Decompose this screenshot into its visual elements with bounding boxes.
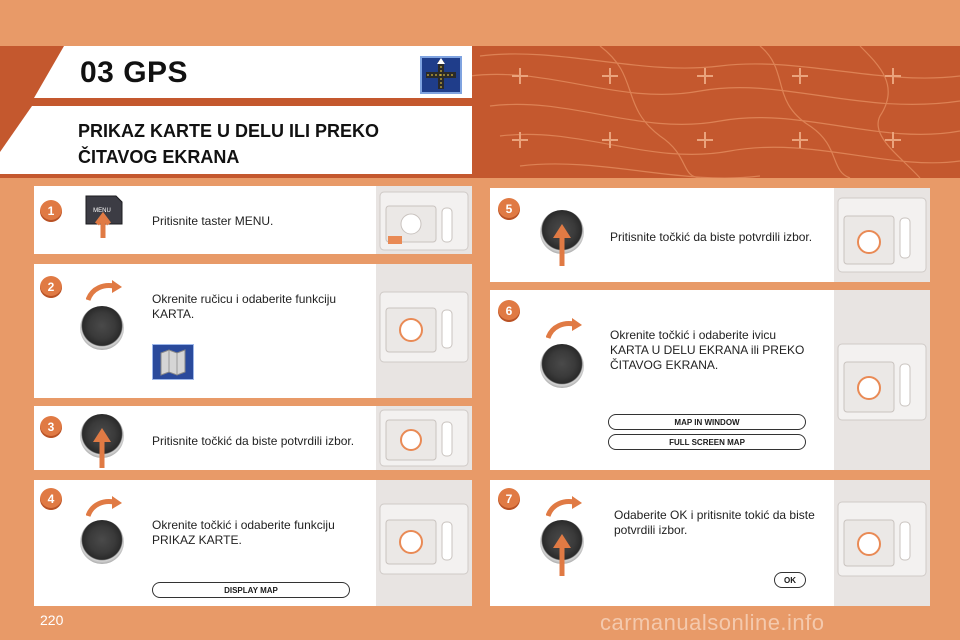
rotary-knob[interactable] <box>80 520 124 564</box>
full-screen-map-option[interactable]: FULL SCREEN MAP <box>608 434 806 450</box>
push-arrow-icon <box>92 426 112 473</box>
step-4-badge: 4 <box>40 488 62 510</box>
step-6-badge: 6 <box>498 300 520 322</box>
step-5-badge: 5 <box>498 198 520 220</box>
control-panel-image <box>834 290 930 470</box>
plus-marks <box>512 68 901 148</box>
step-3-text: Pritisnite točkić da biste potvrdili izbor. <box>152 434 355 448</box>
step-2-text: Okrenite ručicu i odaberite funkciju KARTA. <box>152 292 337 321</box>
map-in-window-option[interactable]: MAP IN WINDOW <box>608 414 806 430</box>
menu-button[interactable] <box>82 192 124 226</box>
page-number: 220 <box>40 612 64 628</box>
control-panel-image <box>376 406 472 470</box>
step-2-badge: 2 <box>40 276 62 298</box>
chapter-title: 03 GPS <box>80 56 189 89</box>
step-1-text: Pritisnite taster MENU. <box>152 214 274 228</box>
step-5-text: Pritisnite točkić da biste potvrdili izbor. <box>610 230 813 244</box>
rotary-knob[interactable] <box>540 344 584 388</box>
watermark: carmanualsonline.info <box>600 610 825 635</box>
menu-button-label: MENU <box>93 208 111 214</box>
step-7-text: Odaberite OK i pritisnite tokić da biste potvrdili izbor. <box>614 508 815 537</box>
push-arrow-icon <box>552 222 572 271</box>
section-title: PRIKAZ KARTE U DELU ILI PREKO ČITAVOG EKRANA <box>78 121 380 167</box>
map-icon <box>152 344 194 380</box>
rotate-arrow-icon <box>546 318 582 345</box>
step-4-text: Okrenite točkić i odaberite funkciju PRIKAZ KARTE. <box>152 518 335 547</box>
rotate-arrow-icon <box>86 496 122 523</box>
rotate-arrow-icon <box>86 280 122 307</box>
rotary-knob[interactable] <box>80 306 124 350</box>
push-arrow-icon <box>552 532 572 581</box>
control-panel-image <box>376 480 472 606</box>
display-map-option[interactable]: DISPLAY MAP <box>152 582 350 598</box>
gps-crossroad-icon <box>420 56 462 94</box>
rotate-arrow-icon <box>546 496 582 523</box>
step-3-badge: 3 <box>40 416 62 438</box>
control-panel-image <box>376 264 472 398</box>
control-panel-image <box>834 480 930 606</box>
step-1-badge: 1 <box>40 200 62 222</box>
control-panel-image <box>834 188 930 282</box>
ok-option[interactable]: OK <box>774 572 806 588</box>
step-7-badge: 7 <box>498 488 520 510</box>
control-panel-image <box>376 186 472 254</box>
step-6-text: Okrenite točkić i odaberite ivicu KARTA U DELU EKRANA ili PREKO ČITAVOG EKRANA. <box>610 328 805 372</box>
